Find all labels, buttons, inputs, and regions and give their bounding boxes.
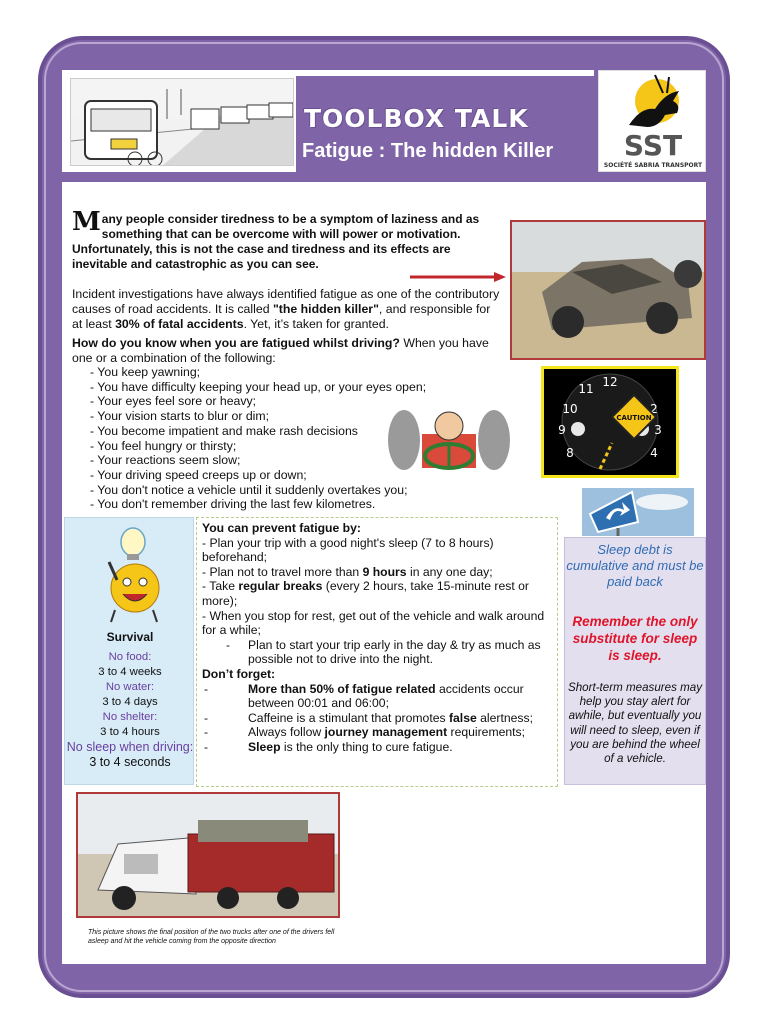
logo-text: SST	[623, 129, 683, 162]
dont-forget-item	[202, 711, 554, 726]
no-water-label: No water:	[105, 681, 155, 693]
drop-cap: M	[72, 207, 101, 237]
sleep-debt-text: Sleep debt is cumulative and must be paid back	[566, 542, 704, 589]
prevent-item-text: in any one day;	[406, 564, 493, 579]
no-food-label: No food:	[108, 651, 152, 663]
no-shelter-value: 3 to 4 hours	[100, 726, 160, 738]
fatal-accidents-emphasis: 30% of fatal accidents	[115, 316, 244, 331]
list-item: - Your eyes feel sore or heavy;	[90, 394, 257, 409]
bullet-dash: -	[204, 710, 209, 725]
symptoms-list	[90, 365, 426, 512]
survival-title: Survival	[106, 630, 154, 644]
clock-number: 11	[578, 382, 594, 396]
bullet-dash: -	[204, 725, 209, 740]
symptoms-intro	[72, 336, 502, 366]
survival-list	[65, 650, 195, 770]
symptoms-question-rest: When you have one or a combination of the following:	[72, 336, 489, 365]
caution-sign-text: CAUTION	[616, 414, 652, 422]
crashed-car-photo	[510, 220, 706, 360]
bullet-dash: -	[204, 739, 209, 754]
list-item: - You don't remember driving the last few kilometres.	[90, 497, 376, 512]
truck-crash-photo	[76, 792, 340, 918]
no-sleep-label: No sleep when driving:	[66, 740, 194, 754]
logo-subtext: SOCIÉTÉ SABRIA TRANSPORT	[603, 162, 703, 169]
prevention-text	[202, 521, 554, 755]
fatigue-causes-paragraph	[72, 287, 502, 331]
intro-paragraph	[72, 207, 502, 272]
dont-forget-text: alertness;	[476, 710, 533, 725]
page-subtitle: Fatigue : The hidden Killer	[302, 140, 554, 162]
prevent-item	[202, 638, 554, 667]
sleepy-driver-cartoon	[386, 404, 512, 472]
dont-forget-heading: Don’t forget:	[202, 666, 276, 681]
road-sign-photo	[582, 488, 694, 536]
bullet-dash: -	[204, 681, 209, 696]
survival-panel	[64, 517, 194, 785]
prevent-item: - Plan your trip with a good night's sleep (7 to 8 hours) beforehand;	[202, 535, 494, 565]
dont-forget-text: Caffeine is a stimulant that promotes	[248, 710, 449, 725]
no-sleep-value: 3 to 4 seconds	[89, 755, 171, 769]
list-item: - You keep yawning;	[90, 365, 201, 379]
prevent-item-text: (every 2 hours, take 15-minute rest or more);	[202, 579, 529, 608]
prevent-item-text: - Plan not to travel more than	[202, 564, 363, 579]
intro-text: any people consider tiredness to be a symptom of laziness and as something that can be overcome with will power or motivation. Unfortunately, this is not the case and tiredness and its effects are inevitable and catastrophic as you can see.	[72, 212, 480, 271]
clock-number: 4	[650, 446, 658, 460]
symptoms-question: How do you know when you are fatigued whilst driving?	[72, 336, 400, 350]
red-arrow-icon	[410, 272, 506, 282]
list-item: - You feel hungry or thirsty;	[90, 438, 237, 453]
clock-number: 2	[650, 402, 658, 416]
smiley-lightbulb-icon	[87, 522, 177, 626]
clock-number: 12	[602, 375, 618, 389]
dont-forget-item	[202, 725, 554, 740]
no-food-value: 3 to 4 weeks	[98, 666, 162, 678]
clock-caution-image	[541, 366, 679, 478]
prevent-item	[202, 565, 554, 580]
header-traffic-illustration	[70, 78, 294, 166]
photo-caption: This picture shows the final position of the two trucks after one of the drivers fell asleep and hit the vehicle coming from the opposite direction	[88, 929, 335, 945]
bullet-dash: -	[226, 637, 231, 652]
para1-text-c: , and responsible for at least	[72, 301, 491, 331]
list-item: - Your reactions seem slow;	[90, 453, 241, 468]
dont-forget-emphasis: Sleep	[248, 739, 281, 754]
prevent-item: - When you stop for rest, get out of the vehicle and walk around for a while;	[202, 608, 545, 638]
clock-number: 9	[558, 423, 566, 437]
no-shelter-label: No shelter:	[102, 711, 158, 723]
para1-text-e: . Yet, it’s taken for granted.	[243, 316, 389, 331]
prevent-item	[202, 579, 554, 608]
prevent-item-text: - Take	[202, 579, 239, 594]
sst-logo	[598, 70, 706, 172]
prevent-heading: You can prevent fatigue by:	[202, 521, 361, 535]
prevent-item-emphasis: 9 hours	[362, 564, 407, 579]
dont-forget-text: accidents occur between 00:01 and 06:00;	[248, 681, 524, 711]
page-title: TOOLBOX TALK	[304, 104, 529, 133]
sleep-substitute-text: Remember the only substitute for sleep is sleep.	[572, 614, 698, 663]
dont-forget-emphasis: journey management	[324, 725, 448, 740]
prevent-item-text: Plan to start your trip early in the day & try as much as possible not to drive into the night.	[248, 637, 541, 667]
dont-forget-emphasis: false	[448, 710, 477, 725]
list-item: - Your vision starts to blur or dim;	[90, 409, 270, 424]
dont-forget-emphasis: More than 50% of fatigue related	[248, 681, 436, 696]
clock-number: 8	[566, 446, 574, 460]
list-item: - You become impatient and make rash decisions	[90, 423, 358, 438]
dont-forget-text: requirements;	[447, 725, 526, 740]
clock-number: 10	[562, 402, 578, 416]
dont-forget-item	[202, 740, 554, 755]
clock-number: 3	[654, 423, 662, 437]
no-water-value: 3 to 4 days	[102, 696, 158, 708]
list-item: - You have difficulty keeping your head up, or your eyes open;	[90, 379, 427, 394]
para1-text-a: Incident investigations have always identified fatigue as one of the contributory causes of road accidents. It is called	[72, 287, 500, 316]
hidden-killer-emphasis: "the hidden killer"	[272, 301, 379, 316]
list-item: - Your driving speed creeps up or down;	[90, 467, 307, 482]
dont-forget-text: Always follow	[248, 725, 325, 740]
dont-forget-text: is the only thing to cure fatigue.	[280, 739, 453, 754]
list-item: - You don't notice a vehicle until it suddenly overtakes you;	[90, 482, 408, 497]
short-term-measures-text: Short-term measures may help you stay alert for awhile, but eventually you will need to sleep, even if you are behind the wheel of a vehicle.	[567, 681, 702, 766]
dont-forget-item	[202, 682, 554, 711]
prevent-item-emphasis: regular breaks	[238, 579, 323, 594]
